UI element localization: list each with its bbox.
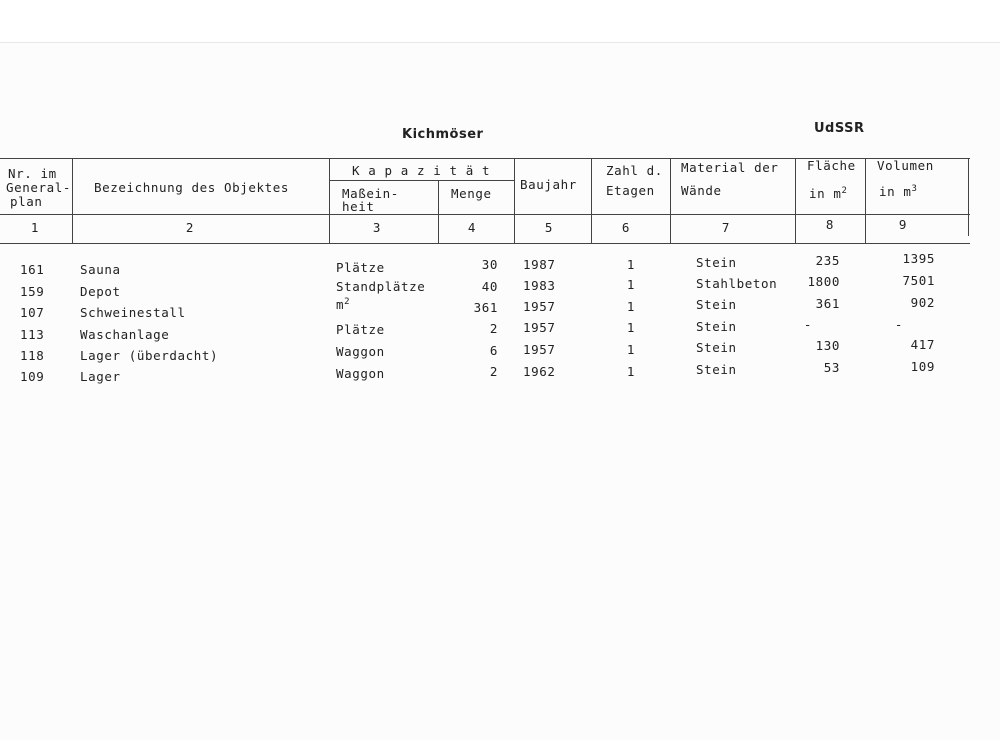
cell-qty: 2: [489, 321, 498, 336]
cell-unit: Waggon: [336, 366, 385, 382]
header-masseinheit-line2: heit: [342, 199, 375, 214]
cell-material: Stein: [696, 362, 737, 377]
header-nr-line2: General-: [6, 180, 72, 195]
cell-floors: 1: [626, 277, 636, 292]
cell-nr: 118: [20, 348, 45, 363]
cell-year: 1962: [523, 364, 556, 379]
cell-unit: Plätze: [336, 260, 385, 276]
location-heading: Kichmöser: [402, 127, 484, 142]
cell-unit: Waggon: [336, 344, 385, 360]
cell-unit: $m^2$: [336, 297, 351, 313]
cell-nr: 159: [20, 284, 45, 299]
cell-floors: 1: [626, 364, 636, 379]
cell-volume: 902: [910, 295, 935, 310]
cell-year: 1957: [523, 320, 556, 335]
cell-area: 53: [823, 360, 840, 375]
header-etagen-line1: Zahl d.: [606, 163, 663, 178]
column-number: 2: [185, 220, 195, 235]
cell-area: 361: [815, 296, 840, 311]
cell-qty: 361: [473, 300, 498, 315]
header-bezeichnung: Bezeichnung des Objektes: [94, 180, 290, 195]
column-number: 5: [544, 220, 554, 235]
cell-name: Depot: [80, 284, 121, 299]
cell-floors: 1: [626, 342, 636, 357]
header-flaeche-line1: Fläche: [807, 158, 856, 173]
cell-name: Schweinestall: [80, 305, 186, 320]
cell-floors: 1: [626, 257, 636, 272]
column-number: 9: [898, 217, 908, 232]
header-material-line1: Material der: [681, 160, 779, 175]
cell-year: 1957: [523, 342, 556, 357]
header-etagen-line2: Etagen: [606, 183, 655, 198]
cell-volume: 109: [910, 359, 935, 374]
header-nr-line1: Nr. im: [8, 166, 57, 181]
cell-volume: 417: [910, 337, 935, 352]
header-flaeche-line2: in $m^2$: [809, 186, 848, 202]
cell-name: Lager: [80, 369, 121, 384]
cell-name: Waschanlage: [80, 327, 170, 342]
cell-nr: 107: [20, 305, 45, 320]
cell-qty: 2: [489, 364, 498, 379]
column-number: 6: [621, 220, 631, 235]
header-masseinheit-line1: Maßein-: [342, 186, 399, 201]
cell-nr: 109: [20, 369, 45, 384]
cell-name: Lager (überdacht): [80, 348, 219, 363]
header-volumen-line1: Volumen: [877, 158, 934, 173]
column-number: 1: [30, 220, 40, 235]
cell-name: Sauna: [80, 262, 121, 277]
header-nr-line3: plan: [10, 194, 43, 209]
cell-nr: 161: [20, 262, 45, 277]
cell-area: 235: [815, 253, 840, 268]
cell-material: Stein: [696, 255, 737, 270]
cell-area: 130: [815, 338, 840, 353]
header-menge: Menge: [451, 186, 492, 201]
header-volumen-line2: in $m^3$: [879, 184, 918, 200]
column-number: 7: [721, 220, 731, 235]
cell-volume: 1395: [902, 251, 935, 266]
cell-qty: 6: [489, 343, 498, 358]
cell-material: Stahlbeton: [696, 276, 778, 291]
cell-area: -: [803, 317, 812, 332]
cell-year: 1983: [523, 278, 556, 293]
cell-floors: 1: [626, 320, 636, 335]
cell-unit: Standplätze: [336, 279, 426, 295]
cell-material: Stein: [696, 340, 737, 355]
cell-qty: 30: [481, 257, 498, 272]
header-kapazitaet: K a p a z i t ä t: [352, 163, 491, 178]
cell-area: 1800: [807, 274, 840, 289]
cell-volume: -: [894, 317, 903, 332]
cell-year: 1987: [523, 257, 556, 272]
document-page: [0, 42, 1000, 740]
cell-material: Stein: [696, 319, 737, 334]
cell-qty: 40: [481, 279, 498, 294]
cell-year: 1957: [523, 299, 556, 314]
cell-floors: 1: [626, 299, 636, 314]
cell-volume: 7501: [902, 273, 935, 288]
column-number: 8: [825, 217, 835, 232]
cell-unit: Plätze: [336, 322, 385, 338]
header-baujahr: Baujahr: [520, 177, 577, 192]
column-number: 3: [372, 220, 382, 235]
header-material-line2: Wände: [681, 183, 722, 198]
country-heading: UdSSR: [814, 121, 865, 136]
column-number: 4: [467, 220, 477, 235]
cell-nr: 113: [20, 327, 45, 342]
cell-material: Stein: [696, 297, 737, 312]
